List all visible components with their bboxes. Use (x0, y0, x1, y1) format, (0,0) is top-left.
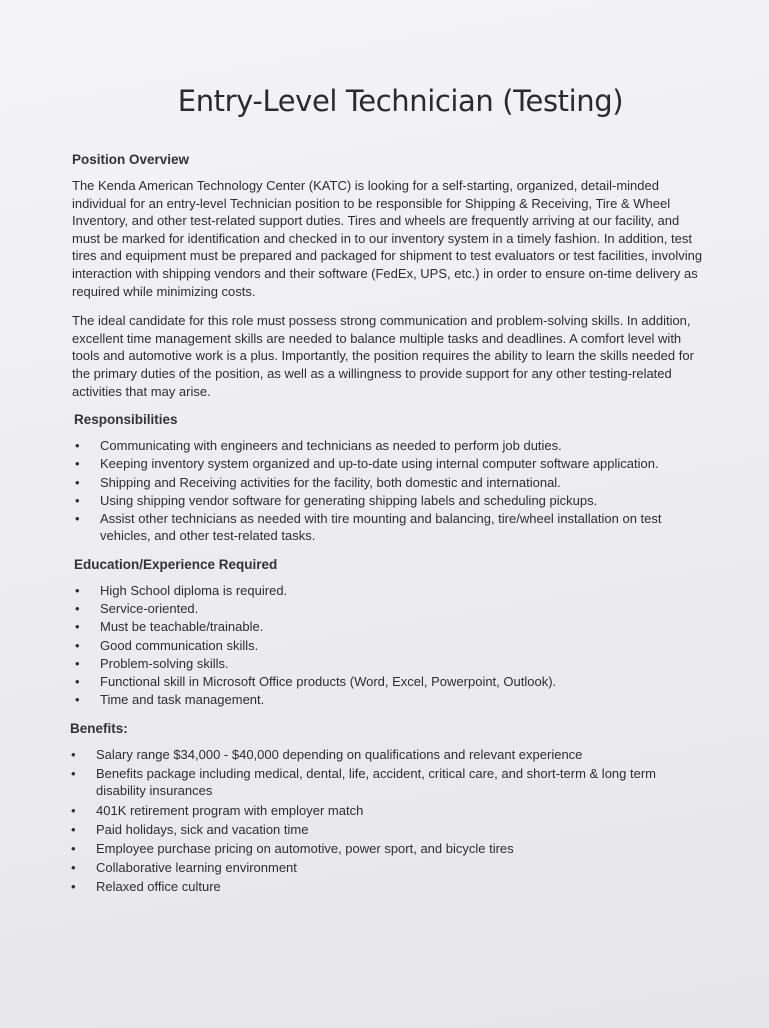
benefits-heading: Benefits: (70, 720, 128, 736)
education-experience-heading: Education/Experience Required (74, 557, 278, 573)
list-item: • Relaxed office culture (70, 878, 709, 896)
responsibilities-heading: Responsibilities (74, 412, 178, 428)
list-item: • Assist other technicians as needed with tire mounting and balancing, tire/wheel installation on test vehicles, and other test-related tasks. (74, 510, 709, 545)
list-item: • Keeping inventory system organized and up-to-date using internal computer software application. (74, 455, 709, 473)
list-item: • Using shipping vendor software for generating shipping labels and scheduling pickups. (74, 492, 709, 510)
responsibilities-section (74, 412, 709, 545)
list-item: • Communicating with engineers and technicians as needed to perform job duties. (74, 437, 709, 455)
document-title: Entry-Level Technician (Testing) (177, 84, 624, 118)
list-item: • Collaborative learning environment (70, 859, 709, 877)
benefits-section (70, 721, 709, 896)
list-item: • Problem-solving skills. (74, 655, 709, 673)
list-item: • High School diploma is required. (74, 582, 709, 600)
list-item: • Benefits package including medical, dental, life, accident, critical care, and short-term & long term disability insurances (70, 765, 709, 800)
education-experience-list (74, 582, 709, 709)
list-item: • Employee purchase pricing on automotive, power sport, and bicycle tires (70, 840, 709, 858)
list-item: • Functional skill in Microsoft Office products (Word, Excel, Powerpoint, Outlook). (74, 673, 709, 691)
overview-paragraph: The Kenda American Technology Center (KATC) is looking for a self-starting, organized, detail-minded individual for an entry-level Technician position to be responsible for Shipping & Receiving, Tire & Wheel Inventory, and other test-related support duties. Tires and wheels are frequently arriving at our facility, and must be marked for identification and checked in to our inventory system in a timely fashion. In addition, test tires and equipment must be prepared and packaged for shipment to test evaluators or test facilities, involving interaction with shipping vendors and their software (FedEx, UPS, etc.) in order to ensure on-time delivery as required while minimizing costs. (72, 178, 703, 299)
list-item: • 401K retirement program with employer match (70, 802, 709, 820)
list-item: • Time and task management. (74, 691, 709, 709)
list-item: • Salary range $34,000 - $40,000 depending on qualifications and relevant experience (70, 746, 709, 764)
benefits-list (70, 746, 709, 896)
position-overview-heading: Position Overview (72, 152, 190, 167)
list-item: • Must be teachable/trainable. (74, 618, 709, 636)
education-experience-section (74, 557, 709, 709)
list-item: • Service-oriented. (74, 600, 709, 618)
list-item: • Paid holidays, sick and vacation time (70, 821, 709, 839)
responsibilities-list (74, 437, 709, 545)
position-overview-section (72, 152, 709, 400)
list-item: • Shipping and Receiving activities for the facility, both domestic and international. (74, 474, 709, 492)
list-item: • Good communication skills. (74, 637, 709, 655)
ideal-candidate-paragraph: The ideal candidate for this role must possess strong communication and problem-solving skills. In addition, excellent time management skills are needed to balance multiple tasks and deadlines. A comfort level with tools and automotive work is a plus. Importantly, the position requires the ability to learn the skills needed for the primary duties of the position, as well as a willingness to provide support for any other testing-related activities that may arise. (72, 313, 694, 399)
